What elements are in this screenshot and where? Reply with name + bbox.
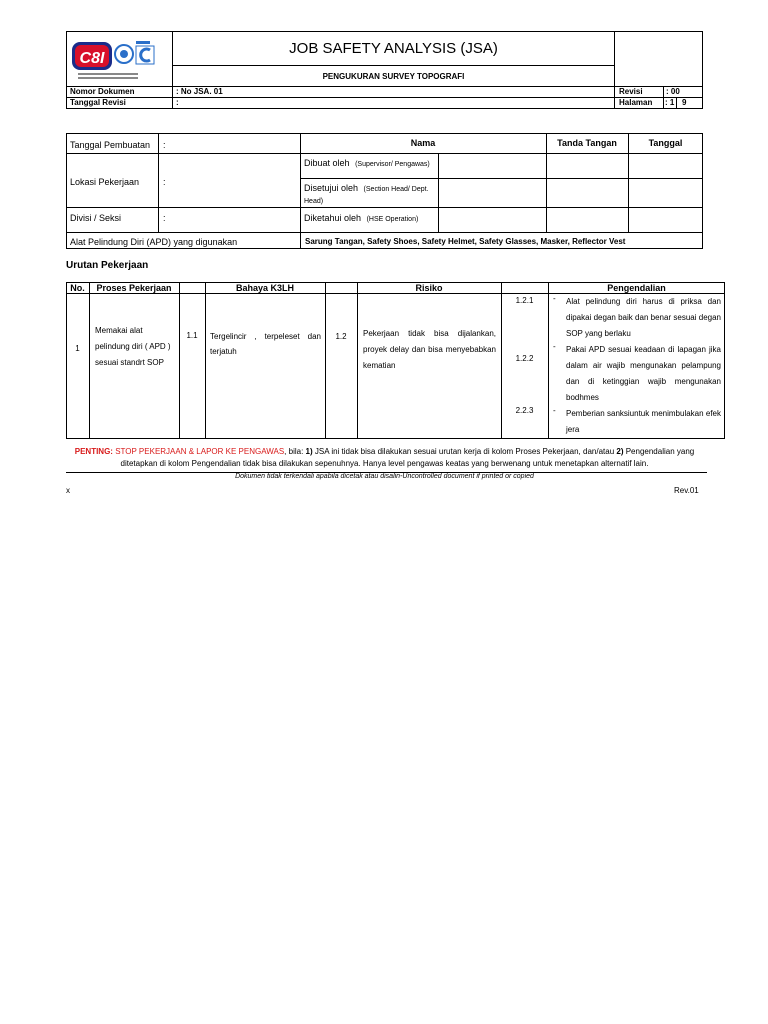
col-tanda-tangan: Tanda Tangan: [557, 138, 617, 148]
header-divider: [172, 65, 614, 66]
tanggal-pembuatan-label: Tanggal Pembuatan: [70, 140, 151, 150]
col-tanggal: Tanggal: [648, 138, 683, 148]
bahaya-text: Tergelincir , terpeleset dan terjatuh: [210, 332, 321, 356]
document-title: JOB SAFETY ANALYSIS (JSA): [289, 40, 498, 57]
kontrol-no: 1.2.2: [515, 354, 534, 363]
header-divider: [66, 97, 703, 98]
note-penting: PENTING:: [74, 447, 113, 456]
steps-divider: [357, 282, 358, 439]
footer-left: x: [66, 486, 70, 495]
halaman-total: 9: [682, 98, 687, 107]
halaman-label: Halaman: [619, 98, 653, 107]
header-divider: [676, 98, 677, 108]
dibuat-oleh-label: Dibuat oleh (Supervisor/ Pengawas): [304, 158, 430, 168]
risiko-text: Pekerjaan tidak bisa dijalankan, proyek delay dan bisa menyebabkan kematian: [363, 329, 496, 370]
lokasi-pekerjaan-label: Lokasi Pekerjaan: [70, 177, 140, 187]
svg-text:C8I: C8I: [79, 50, 105, 67]
info-divider: [300, 178, 703, 179]
info-divider: [66, 232, 703, 233]
kontrol-bullet: -: [553, 406, 556, 415]
header-risiko: Risiko: [415, 283, 443, 293]
info-divider: [158, 133, 159, 232]
divisi-label: Divisi / Seksi: [70, 213, 122, 223]
risiko-no: 1.2: [335, 332, 347, 341]
apd-value: Sarung Tangan, Safety Shoes, Safety Helmet, Safety Glasses, Masker, Reflector Vest: [305, 237, 626, 246]
disetujui-oleh-note: (Section Head/ Dept. Head): [304, 186, 429, 205]
kontrol-text: Pemberian sanksiuntuk menimbulakan efek jera: [566, 409, 721, 434]
steps-divider: [548, 282, 549, 439]
header-no: No.: [70, 283, 85, 293]
info-divider: [66, 153, 703, 154]
note-stop: STOP PEKERJAAN & LAPOR KE PENGAWAS: [115, 447, 285, 456]
lokasi-pekerjaan-value: :: [163, 177, 166, 187]
kontrol-text: Alat pelindung diri harus di priksa dan dipakai degan baik dan benar sesuai degan SOP yang berlaku: [566, 297, 721, 338]
footer-right: Rev.01: [674, 486, 699, 495]
nomor-dokumen-value: : No JSA. 01: [176, 87, 223, 96]
steps-divider: [179, 282, 180, 439]
important-note: PENTING: STOP PEKERJAAN & LAPOR KE PENGAWAS, bila: 1) JSA ini tidak bisa dilakukan sesuai urutan kerja di kolom Proses Pekerjaan, dan/atau 2) Pengendalian yang ditetapkan di kolom Pengendalian tidak bisa dilakukan sepenuhnya. Hanya level pengawas keatas yang berwenang untuk menetapkan alternatif lain.: [74, 447, 695, 468]
disetujui-oleh-label: Disetujui oleh (Section Head/ Dept. Head): [304, 183, 429, 205]
header-bahaya: Bahaya K3LH: [235, 283, 295, 293]
section-title: Urutan Pekerjaan: [66, 260, 149, 271]
diketahui-oleh-note: (HSE Operation): [366, 216, 419, 223]
info-divider: [438, 153, 439, 232]
kontrol-text: Pakai APD sesuai keadaan di lapagan jika dalam air wajib mengunakan pelampung dan di ketinggian wajib mengunakan bodhmes: [566, 345, 721, 402]
info-divider: [66, 207, 703, 208]
company-logo: [70, 38, 170, 84]
revisi-value: : 00: [666, 87, 680, 96]
steps-divider: [325, 282, 326, 439]
header-pengendalian: Pengendalian: [607, 283, 666, 293]
diketahui-oleh-label: Diketahui oleh (HSE Operation): [304, 213, 419, 223]
steps-divider: [89, 282, 90, 439]
bahaya-no: 1.1: [186, 331, 198, 340]
dibuat-oleh-note: (Supervisor/ Pengawas): [355, 161, 430, 168]
step-no: 1: [75, 344, 80, 353]
divisi-value: :: [163, 213, 166, 223]
kontrol-bullet: -: [553, 294, 556, 303]
tanggal-pembuatan-value: :: [163, 140, 166, 150]
nomor-dokumen-label: Nomor Dokumen: [70, 87, 135, 96]
kontrol-no: 1.2.1: [515, 296, 534, 305]
kontrol-no: 2.2.3: [515, 406, 534, 415]
halaman-value: : 1: [665, 98, 675, 107]
document-subtitle: PENGUKURAN SURVEY TOPOGRAFI: [322, 72, 465, 81]
col-nama: Nama: [410, 138, 436, 148]
apd-label: Alat Pelindung Diri (APD) yang digunakan: [70, 237, 238, 247]
tanggal-revisi-value: :: [176, 98, 179, 107]
header-divider: [663, 86, 664, 108]
tanggal-revisi-label: Tanggal Revisi: [70, 98, 126, 107]
disclaimer: Dokumen tidak terkendali apabila dicetak atau disalin-Uncontrolled document if printed or copied: [235, 473, 534, 480]
steps-divider: [205, 282, 206, 439]
kontrol-bullet: -: [553, 342, 556, 351]
step-proses: Memakai alat pelindung diri ( APD ) sesuai standrt SOP: [95, 326, 171, 367]
header-divider: [66, 86, 703, 87]
header-proses: Proses Pekerjaan: [96, 283, 172, 293]
revisi-label: Revisi: [619, 87, 643, 96]
